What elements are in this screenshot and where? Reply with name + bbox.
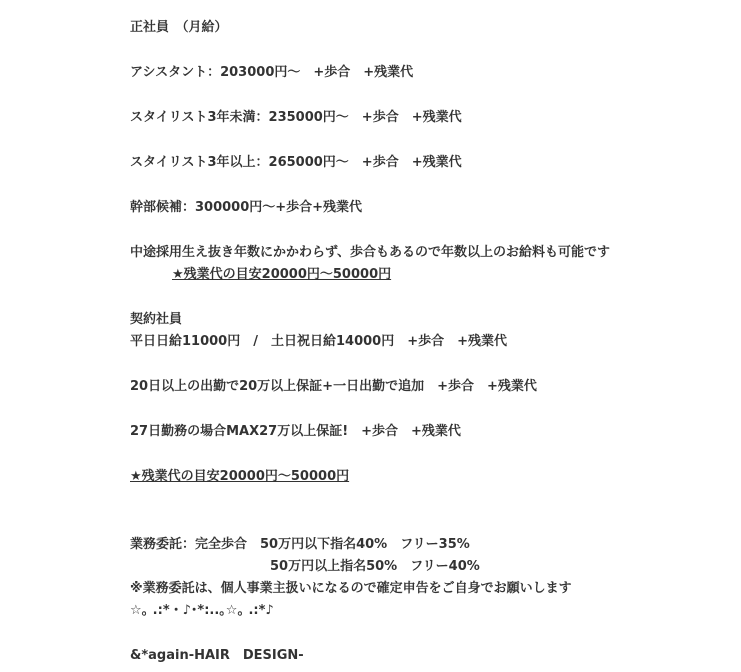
salon-name: &*again-HAIR DESIGN- xyxy=(130,648,304,663)
seishain-heading: 正社員 （月給） xyxy=(130,20,228,35)
keiyaku-daily-wage: 平日日給11000円 / 土日祝日給14000円 +歩合 +残業代 xyxy=(130,334,507,349)
itaku-note: ※業務委託は、個人事業主扱いになるので確定申告をご自身でお願いします xyxy=(130,581,572,596)
stylist-over3-salary: スタイリスト3年以上：265000円～ +歩合 +残業代 xyxy=(130,155,462,170)
assistant-salary: アシスタント：203000円～ +歩合 +残業代 xyxy=(130,65,414,80)
kanbu-salary: 幹部候補：300000円～+歩合+残業代 xyxy=(130,200,363,215)
keiyaku-20days: 20日以上の出勤で20万以上保証+一日出勤で追加 +歩合 +残業代 xyxy=(130,379,537,394)
overtime-estimate-2: ★残業代の目安20000円～50000円 xyxy=(130,469,350,484)
star-decoration: ☆｡ .:*・♪･*:..｡☆｡ .:*♪ xyxy=(130,603,274,618)
nakato-note: 中途採用生え抜き年数にかかわらず、歩合もあるので年数以上のお給料も可能です xyxy=(130,245,610,260)
overtime-estimate-1: ★残業代の目安20000円～50000円 xyxy=(172,267,392,282)
keiyaku-27days: 27日勤務の場合MAX27万以上保証! +歩合 +残業代 xyxy=(130,424,461,439)
stylist-under3-salary: スタイリスト3年未満：235000円～ +歩合 +残業代 xyxy=(130,110,462,125)
itaku-line-1: 業務委託：完全歩合 50万円以下指名40% フリー35% xyxy=(130,537,470,552)
itaku-line-2: 50万円以上指名50% フリー40% xyxy=(270,559,480,574)
keiyaku-heading: 契約社員 xyxy=(130,312,183,327)
